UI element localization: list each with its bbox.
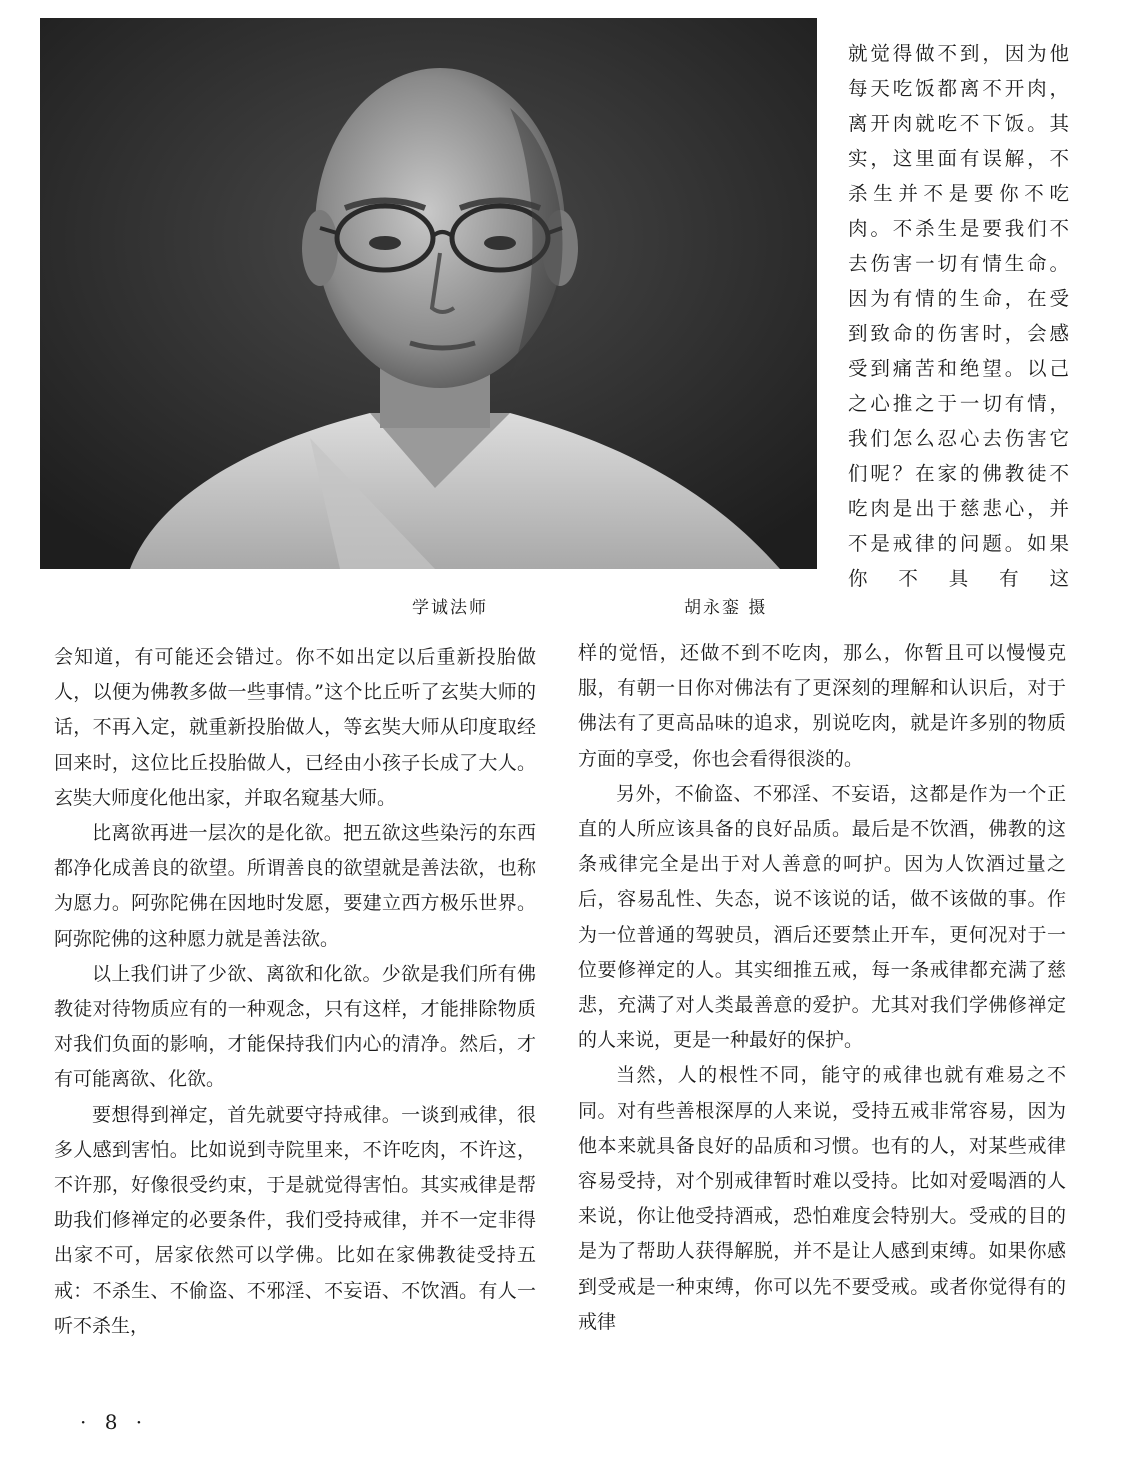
- photo-caption: 学诚法师: [412, 598, 488, 618]
- paragraph: 当然，人的根性不同，能守的戒律也就有难易之不同。对有些善根深厚的人来说，受持五戒非常容易，因为他本来就具备良好的品质和习惯。也有的人，对某些戒律容易受持，对个别戒律暂时难以受持。比如对爱喝酒的人来说，你让他受持酒戒，恐怕难度会特别大。受戒的目的是为了帮助人获得解脱，并不是让人感到束缚。如果你感到受戒是一种束缚，你可以先不要受戒。或者你觉得有的戒律: [578, 1064, 1066, 1333]
- paragraph: 另外，不偷盗、不邪淫、不妄语，这都是作为一个正直的人所应该具备的良好品质。最后是不饮酒，佛教的这条戒律完全是出于对人善意的呵护。因为人饮酒过量之后，容易乱性、失态，说不该说的话，做不该做的事。作为一位普通的驾驶员，酒后还要禁止开车，更何况对于一位要修禅定的人。其实细推五戒，每一条戒律都充满了慈悲，充满了对人类最善意的爱护。尤其对我们学佛修禅定的人来说，更是一种最好的保护。: [578, 782, 1066, 1052]
- portrait-image: [40, 18, 817, 569]
- paragraph: 会知道，有可能还会错过。你不如出定以后重新投胎做人，以便为佛教多做一些事情。”这个比丘听了玄奘大师的话，不再入定，就重新投胎做人，等玄奘大师从印度取经回来时，这位比丘投胎做人，已经由小孩子长成了大人。玄奘大师度化他出家，并取名窥基大师。: [54, 646, 536, 809]
- page-number: · 8 ·: [80, 1410, 149, 1434]
- paragraph: 要想得到禅定，首先就要守持戒律。一谈到戒律，很多人感到害怕。比如说到寺院里来，不许吃肉，不许这，不许那，好像很受约束，于是就觉得害怕。其实戒律是帮助我们修禅定的必要条件，我们受持戒律，并不一定非得出家不可，居家依然可以学佛。比如在家佛教徒受持五戒：不杀生、不偷盗、不邪淫、不妄语、不饮酒。有人一听不杀生，: [54, 1103, 536, 1337]
- paragraph: 以上我们讲了少欲、离欲和化欲。少欲是我们所有佛教徒对待物质应有的一种观念，只有这样，才能排除物质对我们负面的影响，才能保持我们内心的清净。然后，才有可能离欲、化欲。: [54, 962, 536, 1091]
- left-text-column: [54, 640, 536, 1344]
- portrait-photo: [40, 18, 817, 569]
- right-text-column: [578, 636, 1066, 1340]
- paragraph: 比离欲再进一层次的是化欲。把五欲这些染污的东西都净化成善良的欲望。所谓善良的欲望就是善法欲，也称为愿力。阿弥陀佛在因地时发愿，要建立西方极乐世界。阿弥陀佛的这种愿力就是善法欲。: [54, 822, 536, 950]
- side-paragraph: 就觉得做不到，因为他每天吃饭都离不开肉，离开肉就吃不下饭。其实，这里面有误解，不杀生并不是要你不吃肉。不杀生是要我们不去伤害一切有情生命。因为有情的生命，在受到致命的伤害时，会感受到痛苦和绝望。以己之心推之于一切有情，我们怎么忍心去伤害它们呢？在家的佛教徒不吃肉是出于慈悲心，并不是戒律的问题。如果你不具有这: [848, 42, 1070, 590]
- side-text-column: [848, 36, 1070, 596]
- paragraph: 样的觉悟，还做不到不吃肉，那么，你暂且可以慢慢克服，有朝一日你对佛法有了更深刻的理解和认识后，对于佛法有了更高品味的追求，别说吃肉，就是许多别的物质方面的享受，你也会看得很淡的。: [578, 642, 1066, 770]
- photo-credit: 胡永銮 摄: [684, 598, 768, 618]
